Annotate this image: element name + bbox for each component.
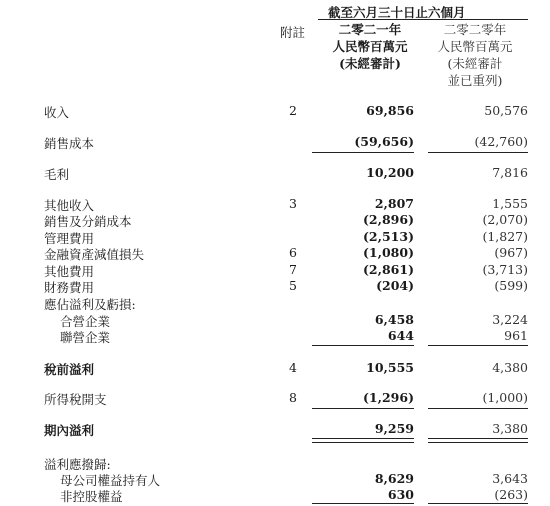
- column-2020-header: [420, 21, 530, 89]
- row-selling-distribution-label: 銷售及分銷成本: [44, 214, 132, 229]
- row-cost-of-sales-2020: (42,760): [474, 134, 528, 149]
- row-other-expenses-label: 其他費用: [44, 264, 95, 279]
- row-joint-ventures-label: 合營企業: [60, 314, 111, 329]
- row-gross-profit-2020: 7,816: [492, 165, 528, 180]
- row-revenue-label: 收入: [44, 105, 70, 120]
- row-impairment-2021: (1,080): [363, 245, 414, 260]
- subtotal-rule-2020: [428, 503, 528, 504]
- row-revenue-2020: 50,576: [484, 103, 528, 118]
- column-2020-unit: 人民幣百萬元: [437, 39, 513, 54]
- column-2021-header: [320, 21, 420, 72]
- row-gross-profit-label: 毛利: [44, 167, 70, 182]
- row-associates-2020: 961: [504, 328, 528, 343]
- row-share-of-pl-label: 應佔溢利及虧損:: [44, 297, 136, 312]
- row-profit-before-tax-label: 稅前溢利: [44, 362, 95, 377]
- row-cost-of-sales-label: 銷售成本: [44, 136, 95, 151]
- row-profit-before-tax-2021: 10,555: [366, 360, 414, 375]
- row-income-tax-note: 8: [289, 390, 297, 405]
- column-2021-year: 二零二一年: [338, 22, 402, 37]
- subtotal-rule-2020: [428, 345, 528, 346]
- total-double-rule-2021: [312, 438, 414, 443]
- row-associates-label: 聯營企業: [60, 330, 111, 345]
- subtotal-rule-2021: [312, 503, 414, 504]
- column-2020-status: (未經審計: [447, 56, 503, 71]
- row-joint-ventures-2021: 6,458: [374, 312, 414, 327]
- row-gross-profit-2021: 10,200: [366, 165, 414, 180]
- row-impairment-label: 金融資產減值損失: [44, 247, 145, 262]
- row-other-expenses-2020: (3,713): [482, 262, 528, 277]
- row-profit-for-period-label: 期內溢利: [44, 423, 95, 438]
- row-non-controlling-2021: 630: [387, 487, 414, 502]
- row-owners-parent-label: 母公司權益持有人: [60, 473, 161, 488]
- row-other-expenses-2021: (2,861): [363, 262, 414, 277]
- row-other-income-note: 3: [289, 196, 297, 211]
- row-admin-expenses-label: 管理費用: [44, 231, 95, 246]
- row-attributable-to-label: 溢利應撥歸:: [44, 457, 111, 472]
- note-column-header: 附註: [280, 25, 306, 40]
- row-selling-distribution-2020: (2,070): [482, 212, 528, 227]
- row-profit-for-period-2020: 3,380: [492, 421, 528, 436]
- subtotal-rule-2021: [312, 152, 414, 153]
- row-finance-costs-note: 5: [289, 278, 297, 293]
- row-income-tax-2021: (1,296): [363, 390, 414, 405]
- row-admin-expenses-2020: (1,827): [482, 229, 528, 244]
- row-profit-before-tax-note: 4: [289, 360, 297, 375]
- row-admin-expenses-2021: (2,513): [363, 229, 414, 244]
- row-finance-costs-2021: (204): [376, 278, 414, 293]
- subtotal-rule-2020: [428, 152, 528, 153]
- period-header: 截至六月三十日止六個月: [328, 5, 466, 20]
- row-income-tax-2020: (1,000): [482, 390, 528, 405]
- row-other-income-2021: 2,807: [374, 196, 414, 211]
- row-owners-parent-2021: 8,629: [374, 471, 414, 486]
- row-impairment-2020: (967): [494, 245, 528, 260]
- row-other-income-label: 其他收入: [44, 198, 95, 213]
- period-header-rule: [318, 19, 528, 20]
- column-2021-status: (未經審計): [339, 56, 401, 71]
- row-income-tax-label: 所得稅開支: [44, 392, 107, 407]
- row-revenue-2021: 69,856: [366, 103, 414, 118]
- row-profit-for-period-2021: 9,259: [374, 421, 414, 436]
- row-owners-parent-2020: 3,643: [492, 471, 528, 486]
- row-finance-costs-label: 財務費用: [44, 280, 95, 295]
- row-non-controlling-2020: (263): [494, 487, 528, 502]
- row-profit-before-tax-2020: 4,380: [492, 360, 528, 375]
- row-other-expenses-note: 7: [289, 262, 297, 277]
- row-associates-2021: 644: [387, 328, 414, 343]
- row-joint-ventures-2020: 3,224: [492, 312, 528, 327]
- subtotal-rule-2020: [428, 408, 528, 409]
- column-2020-restated: 並已重列): [447, 73, 503, 88]
- total-double-rule-2020: [428, 438, 528, 443]
- row-impairment-note: 6: [289, 245, 297, 260]
- row-revenue-note: 2: [289, 103, 297, 118]
- row-cost-of-sales-2021: (59,656): [354, 134, 414, 149]
- row-selling-distribution-2021: (2,896): [363, 212, 414, 227]
- row-non-controlling-label: 非控股權益: [60, 489, 123, 504]
- row-finance-costs-2020: (599): [494, 278, 528, 293]
- subtotal-rule-2021: [312, 345, 414, 346]
- column-2020-year: 二零二零年: [443, 22, 507, 37]
- subtotal-rule-2021: [312, 408, 414, 409]
- row-other-income-2020: 1,555: [492, 196, 528, 211]
- column-2021-unit: 人民幣百萬元: [332, 39, 408, 54]
